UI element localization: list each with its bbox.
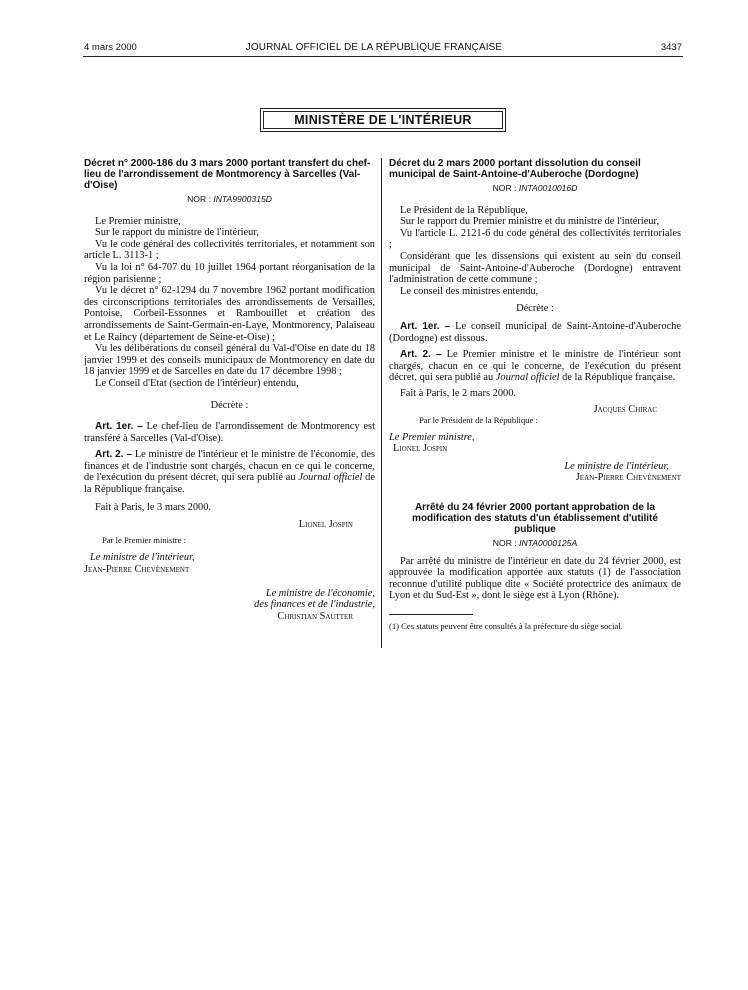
visa-line: Le conseil des ministres entendu, bbox=[400, 285, 539, 297]
visa-line: Le Conseil d'Etat (section de l'intérieur) entendu, bbox=[95, 377, 299, 389]
visa-line: Vu la loi n° 64-707 du 10 juillet 1964 portant réorganisation de la région parisienne ; bbox=[84, 261, 375, 285]
decree-right-title: Décret du 2 mars 2000 portant dissolution du conseil municipal de Saint-Antoine-d'Auberoche (Dordogne) bbox=[389, 158, 641, 180]
visa-line: Sur le rapport du ministre de l'intérieur, bbox=[95, 227, 259, 239]
minister2-role-2: des finances et de l'industrie, bbox=[254, 599, 375, 611]
visa-line: Le Premier ministre, bbox=[95, 215, 181, 227]
left-column bbox=[84, 158, 375, 622]
article-1: Art. 1er. – Le chef-lieu de l'arrondissement de Montmorency est transféré à Sarcelles (Val-d'Oise). bbox=[84, 421, 375, 444]
visa-line: Considérant que les dissensions qui existent au sein du conseil municipal de Saint-Antoine-d'Auberoche (Dordogne) entravent l'administration de cette commune ; bbox=[389, 250, 681, 286]
arrete-body: Par arrêté du ministre de l'intérieur en date du 24 février 2000, est approuvée la modification apportée aux statuts (1) de l'association reconnue d'utilité publique dite « Société protectrice des animaux de Lyon et du Sud-Est », dont le siège est à Lyon (Rhône). bbox=[389, 555, 681, 602]
article-1-label: Art. 1er. – bbox=[400, 320, 451, 332]
minister-role: Le ministre de l'intérieur, bbox=[564, 460, 669, 472]
minister2-name: Christian Sautter bbox=[277, 610, 353, 622]
fait-a-paris: Fait à Paris, le 3 mars 2000. bbox=[95, 501, 212, 513]
decree-right-nor: NOR : INTA0010016D bbox=[492, 183, 578, 193]
decrete-label: Décrète : bbox=[516, 303, 554, 315]
article-2-label: Art. 2. – bbox=[95, 449, 133, 461]
visa-line: Vu l'article L. 2121-6 du code général des collectivités territoriales ; bbox=[389, 227, 681, 251]
footnote: (1) Ces statuts peuvent être consultés à la préfecture du siège social. bbox=[389, 621, 623, 632]
decrete-label: Décrète : bbox=[210, 399, 249, 411]
header-date: 4 mars 2000 bbox=[84, 42, 137, 53]
footnote-rule bbox=[389, 614, 473, 615]
fait-a-paris: Fait à Paris, le 2 mars 2000. bbox=[400, 387, 517, 399]
article-2-label: Art. 2. – bbox=[400, 349, 442, 361]
decree-left-nor-code: INTA9900315D bbox=[213, 194, 272, 204]
signatory: Jacques Chirac bbox=[593, 403, 657, 415]
decree-right-nor-code: INTA0010016D bbox=[518, 183, 578, 193]
arrete-nor-code: INTA0000125A bbox=[519, 538, 578, 549]
article-1-label: Art. 1er. – bbox=[95, 421, 143, 433]
signatory: Lionel Jospin bbox=[298, 519, 353, 531]
header-journal-title: JOURNAL OFFICIEL DE LA RÉPUBLIQUE FRANÇAISE bbox=[245, 42, 503, 53]
minister-name: Jean-Pierre Chevènement bbox=[575, 472, 681, 484]
visa-line: Le Président de la République, bbox=[400, 204, 528, 216]
decree-left-title: Décret n° 2000-186 du 3 mars 2000 portant transfert du chef-lieu de l'arrondissement de Montmorency à Sarcelles (Val-d'Oise) bbox=[84, 158, 371, 191]
arrete-title: Arrêté du 24 février 2000 portant approbation de la modification des statuts d'un établissement d'utilité publique bbox=[412, 502, 658, 536]
minister1-name: Jean-Pierre Chevènement bbox=[84, 564, 190, 576]
article-1: Art. 1er. – Le conseil municipal de Saint-Antoine-d'Auberoche (Dordogne) est dissous. bbox=[389, 320, 681, 344]
pm-name: Lionel Jospin bbox=[393, 443, 448, 455]
par-le-president: Par le Président de la République : bbox=[419, 415, 538, 426]
visa-line: Vu le code général des collectivités territoriales, et notamment son article L. 3113-1 ; bbox=[84, 238, 375, 262]
column-divider bbox=[381, 158, 382, 648]
visa-line: Vu le décret n° 62-1294 du 7 novembre 1962 portant modification des circonscriptions territoriales des arrondissements de Versailles, Pontoise, Corbeil-Essonnes et Rambouillet et création des arrondissements de Saint-Germain-en-Laye, Montmorency, Palaiseau et Le Raincy (département de Seine-et-Oise) ; bbox=[84, 285, 375, 343]
visa-line: Vu les délibérations du conseil général du Val-d'Oise en date du 18 janvier 1999 et des conseils municipaux de Montmorency en date du 18 janvier 1999 et de Sarcelles en date du 17 décembre 1998 ; bbox=[84, 343, 375, 378]
ministry-box bbox=[260, 108, 506, 132]
visa-line: Sur le rapport du Premier ministre et du ministre de l'intérieur, bbox=[400, 216, 660, 228]
header-rule bbox=[83, 56, 683, 57]
arrete-nor: NOR : INTA0000125A bbox=[492, 538, 578, 549]
minister1-role: Le ministre de l'intérieur, bbox=[90, 552, 195, 564]
par-le-premier-ministre: Par le Premier ministre : bbox=[102, 534, 187, 545]
header-page-number: 3437 bbox=[660, 42, 682, 53]
ministry-title: MINISTÈRE DE L'INTÉRIEUR bbox=[263, 111, 503, 129]
right-column bbox=[389, 158, 681, 631]
article-2: Art. 2. – Le ministre de l'intérieur et le ministre de l'économie, des finances et de l'industrie sont chargés, chacun en ce qui le concerne, de l'exécution du présent décret, qui sera publié au Journal officiel de la République française. bbox=[84, 449, 375, 496]
minister2-role: Le ministre de l'économie, bbox=[265, 587, 375, 599]
decree-left-nor: NOR : INTA9900315D bbox=[187, 194, 272, 204]
article-2: Art. 2. – Le Premier ministre et le ministre de l'intérieur sont chargés, chacun en ce qui le concerne, de l'exécution du présent décret, qui sera publié au Journal officiel de la République française. bbox=[389, 349, 681, 384]
pm-role: Le Premier ministre, bbox=[389, 431, 475, 443]
